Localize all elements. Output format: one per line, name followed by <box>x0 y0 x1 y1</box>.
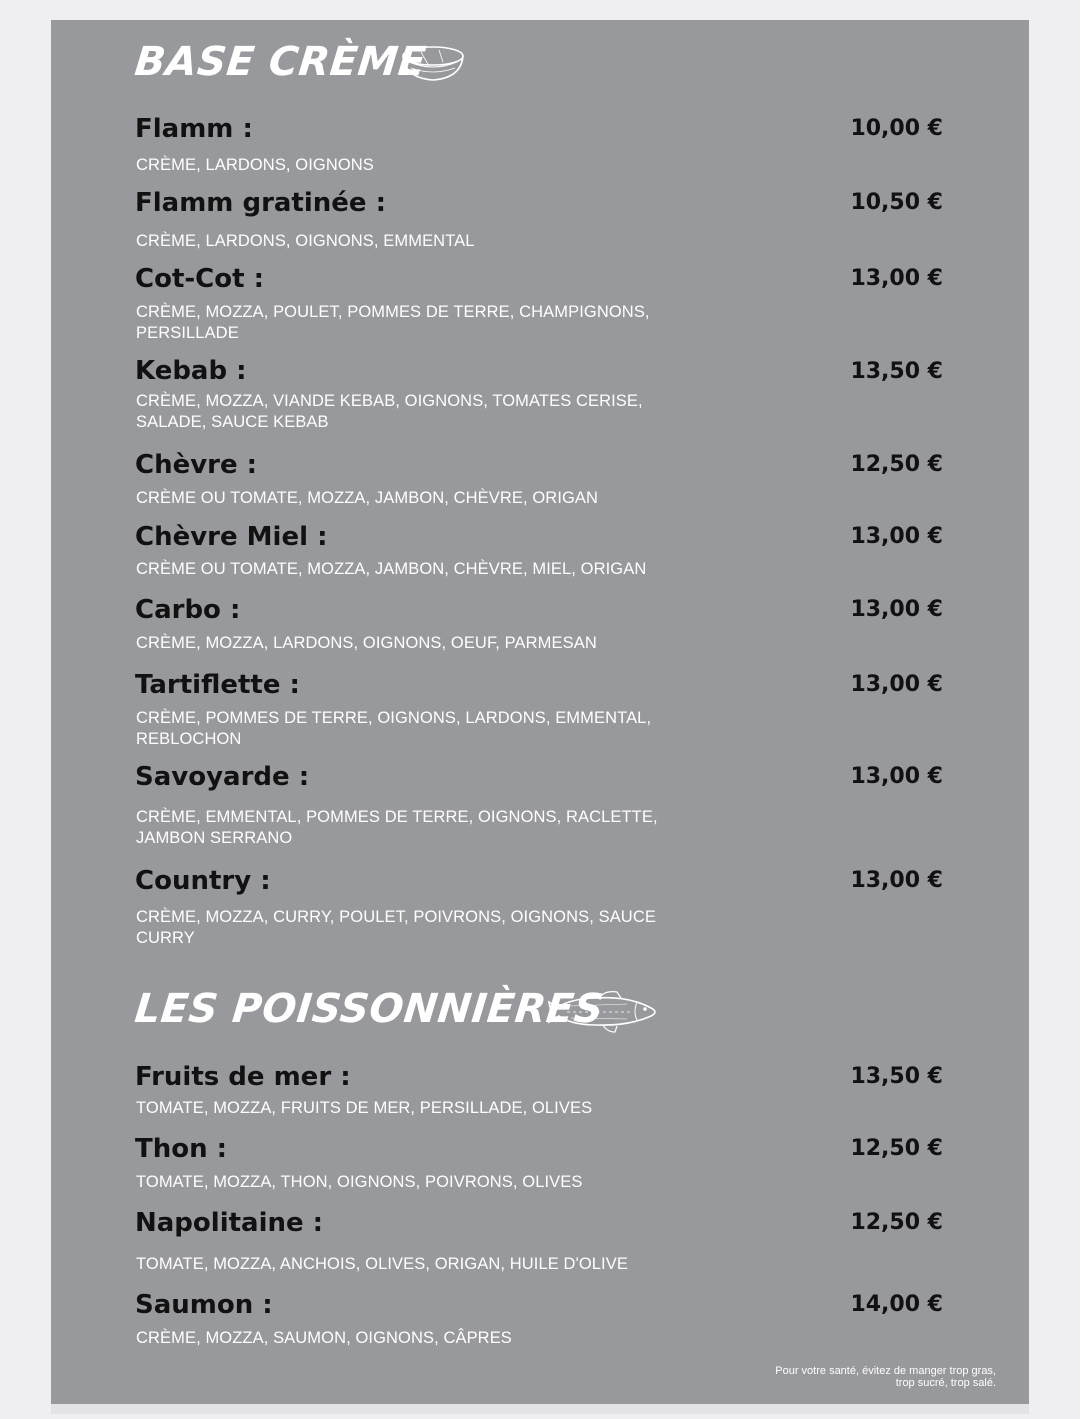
menu-item-name: Thon : <box>135 1134 228 1164</box>
health-notice-line-1: Pour votre santé, évitez de manger trop gras, <box>775 1365 996 1377</box>
menu-item-name: Kebab : <box>135 356 247 386</box>
menu-item-ingredients: CRÈME, MOZZA, LARDONS, OIGNONS, OEUF, PARMESAN <box>136 634 597 652</box>
section-title-base-creme: BASE CRÈME <box>132 39 429 85</box>
health-notice-line-2: trop sucré, trop salé. <box>895 1377 996 1389</box>
menu-item-ingredients: CRÈME OU TOMATE, MOZZA, JAMBON, CHÈVRE, ORIGAN <box>136 489 599 507</box>
menu-item-ingredients: TOMATE, MOZZA, THON, OIGNONS, POIVRONS, OLIVES <box>136 1173 583 1191</box>
menu-item-price: 10,00 € <box>850 116 943 141</box>
health-notice <box>696 1365 996 1389</box>
menu-item-name: Flamm gratinée : <box>135 188 386 218</box>
menu-item-name: Saumon : <box>135 1290 273 1320</box>
menu-item-price: 13,00 € <box>850 266 943 291</box>
menu-item-ingredients: CRÈME, MOZZA, CURRY, POULET, POIVRONS, OIGNONS, SAUCE CURRY <box>136 908 656 947</box>
menu-item-price: 14,00 € <box>850 1292 943 1317</box>
menu-item-price: 12,50 € <box>850 452 943 477</box>
menu-item-name: Carbo : <box>135 595 241 625</box>
menu-item-name: Cot-Cot : <box>135 264 264 294</box>
pizza-pan-icon <box>399 42 467 86</box>
menu-item-price: 12,50 € <box>850 1210 943 1235</box>
menu-item-ingredients: CRÈME, LARDONS, OIGNONS <box>136 156 374 174</box>
menu-item-name: Tartiflette : <box>135 670 300 700</box>
menu-item-name: Chèvre Miel : <box>135 522 328 552</box>
page-bottom-edge <box>51 1404 1029 1414</box>
menu-item-price: 13,50 € <box>850 359 943 384</box>
menu-item-ingredients: CRÈME, EMMENTAL, POMMES DE TERRE, OIGNONS, RACLETTE, JAMBON SERRANO <box>136 808 658 847</box>
menu-item-price: 13,00 € <box>850 764 943 789</box>
menu-item-price: 13,00 € <box>850 524 943 549</box>
menu-item-ingredients: TOMATE, MOZZA, FRUITS DE MER, PERSILLADE, OLIVES <box>136 1099 593 1117</box>
menu-item-name: Country : <box>135 866 271 896</box>
menu-item-ingredients: CRÈME, MOZZA, POULET, POMMES DE TERRE, CHAMPIGNONS, PERSILLADE <box>136 303 650 342</box>
menu-item-name: Napolitaine : <box>135 1208 324 1238</box>
menu-item-name: Flamm : <box>135 114 253 144</box>
menu-item-name: Savoyarde : <box>135 762 310 792</box>
menu-page <box>51 20 1029 1404</box>
menu-item-ingredients: CRÈME, POMMES DE TERRE, OIGNONS, LARDONS, EMMENTAL, REBLOCHON <box>136 709 652 748</box>
menu-item-price: 10,50 € <box>850 190 943 215</box>
menu-item-ingredients: TOMATE, MOZZA, ANCHOIS, OLIVES, ORIGAN, HUILE D'OLIVE <box>136 1255 628 1273</box>
menu-item-price: 12,50 € <box>850 1136 943 1161</box>
menu-item-name: Chèvre : <box>135 450 258 480</box>
menu-item-ingredients: CRÈME, MOZZA, VIANDE KEBAB, OIGNONS, TOMATES CERISE, SALADE, SAUCE KEBAB <box>136 392 643 431</box>
section-title-les-poissonnieres: LES POISSONNIÈRES <box>132 986 606 1032</box>
menu-item-price: 13,50 € <box>850 1064 943 1089</box>
menu-item-ingredients: CRÈME, MOZZA, SAUMON, OIGNONS, CÂPRES <box>136 1329 512 1347</box>
menu-item-name: Fruits de mer : <box>135 1062 351 1092</box>
fish-icon <box>547 988 663 1036</box>
menu-item-price: 13,00 € <box>850 672 943 697</box>
menu-item-ingredients: CRÈME, LARDONS, OIGNONS, EMMENTAL <box>136 232 475 250</box>
menu-item-price: 13,00 € <box>850 597 943 622</box>
menu-item-price: 13,00 € <box>850 868 943 893</box>
menu-item-ingredients: CRÈME OU TOMATE, MOZZA, JAMBON, CHÈVRE, MIEL, ORIGAN <box>136 560 647 578</box>
